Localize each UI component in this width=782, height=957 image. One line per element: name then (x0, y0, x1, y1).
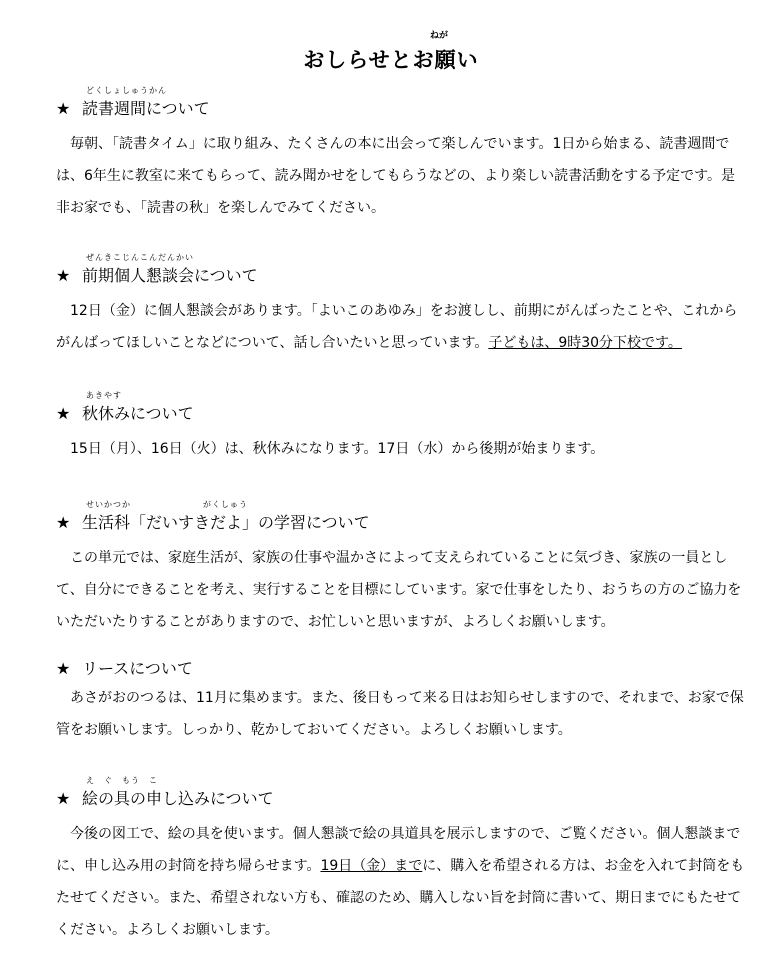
section-ruby: どくしょしゅうかん (86, 86, 167, 95)
section-ruby: え ぐ もう こ (86, 776, 158, 785)
paragraph (56, 295, 746, 359)
star-icon: ★ (56, 659, 71, 678)
star-icon: ★ (56, 99, 71, 118)
dismissal-note: 子どもは、9時30分下校です。 (488, 335, 682, 351)
section-wreath (56, 658, 746, 746)
section-reading-week (56, 86, 746, 224)
section-body (56, 128, 746, 224)
section-ruby: あきやす (86, 391, 122, 400)
heading-text: 読書週間について (82, 99, 210, 118)
heading-text: 生活科「だいすきだよ」の学習について (82, 513, 370, 532)
heading-text: リースについて (82, 659, 193, 678)
section-autumn-break (56, 391, 746, 465)
section-ruby: せいかつか がくしゅう (86, 500, 248, 509)
paragraph-text: に、購入を希望される方は、お金を入れて封筒をもたせてください。また、希望されない方も、確認のため、購入しない旨を封筒に書いて、期日までにもたせてください。よろしくお願いします。 (56, 858, 745, 938)
section-heading (56, 658, 746, 680)
section-ruby: ぜんきこじんこんだんかい (86, 253, 194, 262)
paragraph: あさがおのつるは、11月に集めます。また、後日もって来る日はお知らせしますので、それまで、お家で保管をお願いします。しっかり、乾かしておいてください。よろしくお願いします。 (56, 690, 744, 738)
heading-text: 絵の具の申し込みについて (82, 789, 274, 808)
paragraph-text: 今後の図工で、絵の具を使います。個人懇談で絵の具道具を展示しますので、ご覧ください。個人懇談までに、申し込み用の封筒を持ち帰らせます。 (56, 826, 741, 874)
section-heading (56, 98, 746, 120)
section-heading (56, 403, 746, 425)
heading-text: 前期個人懇談会について (82, 266, 258, 285)
heading-text: 秋休みについて (82, 404, 194, 423)
star-icon: ★ (56, 789, 71, 808)
section-body (56, 682, 746, 746)
section-heading (56, 512, 746, 534)
section-heading (56, 788, 746, 810)
section-paint-order (56, 776, 746, 946)
section-body (56, 542, 746, 638)
star-icon: ★ (56, 266, 71, 285)
section-parent-conference (56, 253, 746, 359)
paragraph: 15日（月）、16日（火）は、秋休みになります。17日（水）から後期が始まります。 (70, 441, 605, 457)
star-icon: ★ (56, 513, 71, 532)
title-ruby: ねが (430, 31, 449, 41)
section-life-studies (56, 500, 746, 638)
section-body (56, 295, 746, 359)
section-body (56, 818, 746, 946)
deadline-date: 19日（金）まで (320, 858, 423, 874)
paragraph-text: 12日（金）に個人懇談会があります。「よいこのあゆみ」をお渡しし、前期にがんばったことや、これからがんばってほしいことなどについて、話し合いたいと思っています。 (56, 303, 738, 351)
page-title: おしらせとお願い (303, 48, 479, 72)
paragraph: 毎朝、「読書タイム」に取り組み、たくさんの本に出会って楽しんでいます。1日から始まる、読書週間では、6年生に教室に来てもらって、読み聞かせをしてもらうなどの、より楽しい読書活動をする予定です。是非お家でも、「読書の秋」を楽しんでみてください。 (56, 136, 735, 216)
section-body (56, 433, 746, 465)
star-icon: ★ (56, 404, 71, 423)
paragraph: この単元では、家庭生活が、家族の仕事や温かさによって支えられていることに気づき、家族の一員として、自分にできることを考え、実行することを目標にしています。家で仕事をしたり、おうちの方のご協力をいただいたりすることがありますので、お忙しいと思いますが、よろしくお願いします。 (56, 550, 742, 630)
paragraph (56, 818, 746, 946)
section-heading (56, 265, 746, 287)
